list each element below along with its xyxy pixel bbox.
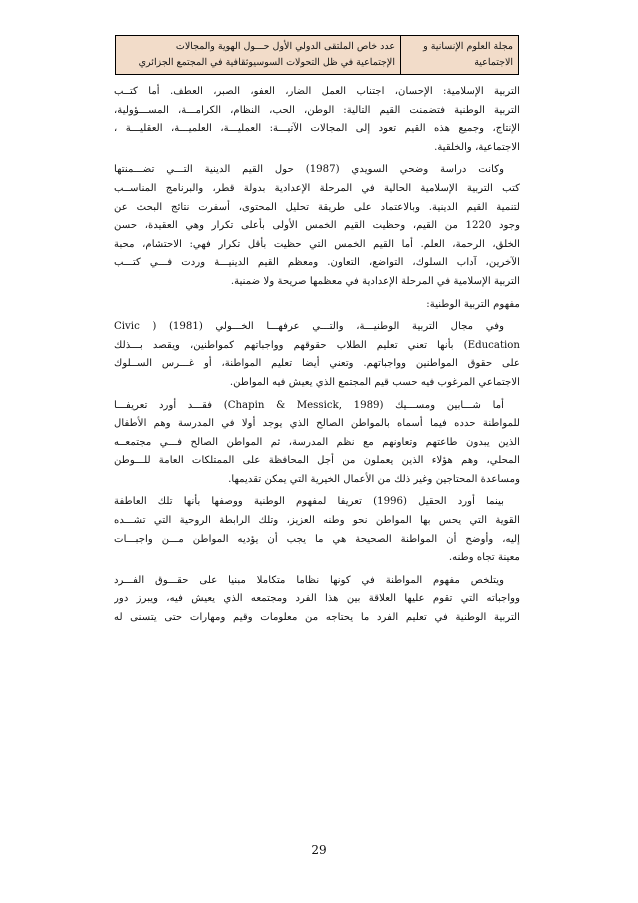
text-line: المحلي، وهم هؤلاء الذين يعملون من أجل المحافظة على الممتلكات العامة للـــوطن: [114, 455, 520, 467]
text-line: للمواطنة حدده فيما أسماه بالمواطن الصالح الذي يوجد أولا في المدرسة وهم الأطفال: [114, 418, 520, 430]
paragraph: [114, 83, 520, 157]
text-line: التربية الوطنية في تعليم الفرد ما يحتاجه من معلومات وقيم ومهارات حتى يتسنى له: [114, 612, 520, 624]
journal-title-cell: [400, 36, 518, 74]
text-line: الإنتاج، وجميع هذه القيم تعود إلى المجالات الآتيـــة: العمليـــة، العلميـــة، العقليـــة ،: [114, 123, 520, 135]
text-line: أما شـــابين ومســـيك (Chapin & Messick, 1989) فقـــد أورد تعريفـــا: [114, 399, 505, 411]
page-number: 29: [311, 843, 327, 857]
section-heading: [114, 296, 520, 315]
text-line: الآخرين، آداب السلوك، التواضع، التعاون. ومعظم القيم الدينيـــة وردت فـــي كتـــب: [114, 257, 520, 269]
text-line: معينة تجاه وطنه.: [448, 552, 520, 564]
paragraph: [114, 318, 520, 392]
text-line: الخلق، الرحمة، العلم. أما القيم الخمس التي حظيت بأقل تكرار فهي: الاحتشام، محبة: [114, 238, 520, 250]
issue-title-line2: الإجتماعية في ظل التحولات السوسيوثقافية في المجتمع الجزائري: [138, 57, 395, 68]
page-body: [114, 83, 520, 628]
journal-title-line2: الاجتماعية: [474, 57, 513, 68]
text-line: ومساعدة المحتاجين وغير ذلك من الأعمال الخيرية التي يمكن تقديمها.: [228, 473, 520, 485]
text-line: التربية الوطنية فتضمنت القيم التالية: الوطن، الحب، النظام، الكرامـــة، المســـؤولية،: [114, 104, 520, 116]
text-line: وواجباته التي تقوم عليها العلاقة بين هذا الفرد ومجتمعه الذي يعيش فيه، ويبرز دور: [114, 593, 520, 605]
text-line: على حقوق المواطنين وواجباتهم. وتعني أيضا تعليم المواطنة، أو غـــرس الســلوك: [114, 358, 520, 370]
text-line: الذين يبدون طاعتهم وتعاونهم مع نظم المدرسة، ثم المواطن الصالح فـــي مجتمعــه: [114, 436, 520, 448]
text-line: كتب التربية الإسلامية الحالية في المرحلة الإعدادية بدولة قطر، والبرنامج المناســب: [114, 182, 520, 194]
text-line: وجود 1220 من القيم، وحظيت القيم الخمس الأولى بأعلى تكرار وهي العقيدة، حسن: [114, 220, 520, 232]
text-line: وكانت دراسة وضحي السويدي (1987) حول القيم الدينية التـــي تضـــمنتها: [114, 164, 504, 176]
paragraph: [114, 493, 520, 567]
text-line: الاجتماعية، والخلقية.: [434, 141, 520, 153]
text-line: بينما أورد الحقيل (1996) تعريفا لمفهوم الوطنية ووصفها بأنها تلك العاطفة: [114, 496, 504, 508]
paragraph: [114, 572, 520, 628]
journal-title-line1: مجلة العلوم الإنسانية و: [423, 41, 513, 52]
issue-title-cell: [116, 36, 400, 74]
text-line: ويتلخص مفهوم المواطنة في كونها نظاما متكاملا مبنيا على حقـــوق الفـــرد: [114, 574, 504, 586]
issue-title-line1: عدد خاص الملتقى الدولي الأول حـــول الهوية والمجالات: [175, 41, 395, 52]
journal-header: [115, 35, 519, 75]
text-line: التربية الإسلامية: الإحسان، اجتناب العمل الضار، العفو، الصبر، العطف. أما كتــب: [114, 86, 520, 97]
paragraph: [114, 161, 520, 291]
text-line: القوية التي يحس بها المواطن نحو وطنه العزيز، وتلك الرابطة الروحية التي تشـــده: [114, 515, 520, 527]
paragraph: [114, 397, 520, 490]
text-line: الاجتماعي المرغوب فيه حسب قيم المجتمع الذي يعيش فيه المواطن.: [229, 376, 520, 388]
text-line: التربية الإسلامية في المرحلة الإعدادية في معظمها صريحة ولا ضمنية.: [230, 275, 520, 287]
text-line: إليه، وأوضح أن المواطنة الصحيحة هي ما يجب أن يؤديه المواطن مـــن واجبـــات: [114, 533, 520, 545]
text-line: وفي مجال التربية الوطنيـــة، والتـــي عرفهـــا الخـــولي (1981) ( Civic: [114, 321, 504, 333]
text-line: مفهوم التربية الوطنية:: [426, 298, 520, 310]
text-line: لتنمية القيم الدينية. وبالاعتماد على طريقة تحليل المحتوى، أسفرت نتائج البحث عن: [114, 201, 520, 213]
text-line: Education) بأنها تعني تعليم الطلاب حقوقهم وواجباتهم كمواطنين، ويقصد بـــذلك: [114, 339, 520, 351]
